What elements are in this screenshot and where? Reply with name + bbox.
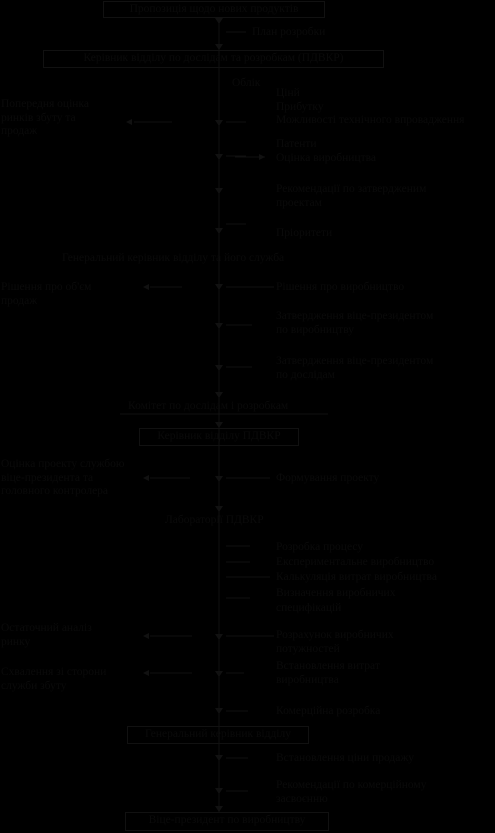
left-preliminary-market-assessment: Попередня оцінка ринків збуту та продаж [1,98,89,137]
node-accounting: Облік [232,77,261,89]
box-rnd-dept-head-short: Керівник відділу ПДВКР [139,428,299,446]
right-commercial-recommendations: Рекомендації по комерційному засвоєнню [276,779,427,805]
node-general-head-service: Генеральний керівник відділу та його служба [62,252,285,264]
node-rnd-committee: Комітет по дослідам і розробкам [128,400,289,412]
right-recommendations-approved: Рекомендації по затвердженим проектам [276,183,427,209]
box-new-product-proposals: Пропозиція щодо нових продуктів [103,1,325,18]
right-development-plan: План розробки [252,26,326,38]
node-rnd-labs: Лабораторії ПДВКР [165,514,264,526]
right-priorities: Пріоритети [276,227,333,239]
left-final-market-analysis: Остаточний аналіз ринку [1,622,92,648]
right-production-decision: Рішення про виробництво [276,281,405,293]
right-commercial-development: Комерційна розробка [276,705,381,717]
right-price-setting: Встановлення ціни продажу [276,752,415,764]
box-vp-production: Віце-президент по виробництву [125,812,329,831]
right-patents: Патенти Оцінка виробництва [276,138,377,164]
right-vp-production-approval: Затвердження віце-президентом по виробництву [276,310,434,336]
left-project-evaluation: Оцінка проекту службою віце-президента та головного контролера [1,458,125,497]
left-sales-approval: Схвалення зі сторони служби збуту [1,666,107,692]
right-cost-setting: Встановлення витрат виробництва [276,660,380,686]
box-rnd-department-head: Керівник відділу по дослідам та розробкам (ПДВКР) [43,50,384,68]
right-capacity-calculation: Розрахунок виробничих потужностей [276,629,394,655]
right-vp-research-approval: Затвердження віце-президентом по дослідам [276,355,434,381]
right-process-development: Розробка процесу Експериментальне виробництво Калькуляція витрат виробництва Визначення виробничих специфікацій [276,541,437,614]
right-project-formation: Формування проекту [276,472,380,484]
left-sales-volume-decision: Рішення про об'єм продаж [1,281,92,307]
right-prices-profits: Цінй Прибутку Можливості технічного впровадження [276,87,465,126]
box-general-dept-head: Генеральний керівник відділу [127,726,309,744]
